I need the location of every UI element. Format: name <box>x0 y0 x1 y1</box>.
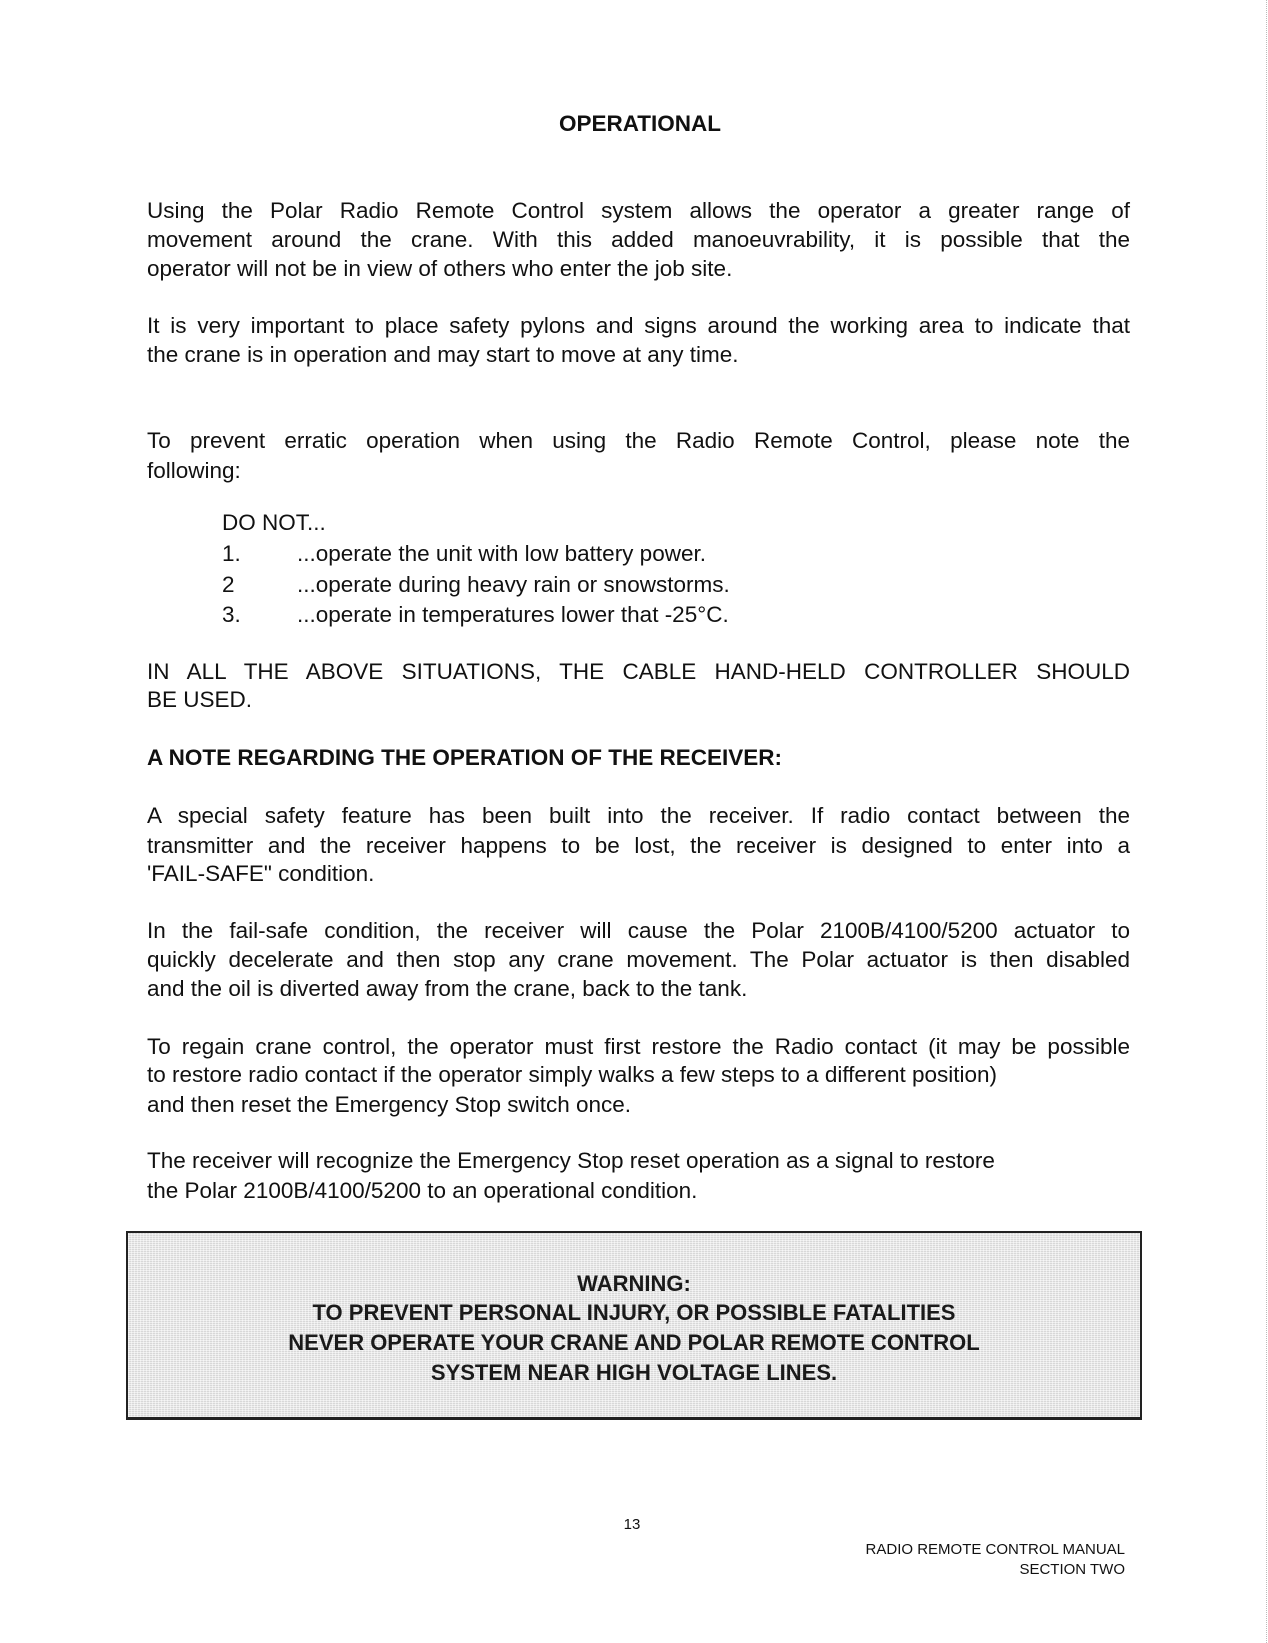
list-number: 1. <box>222 541 241 566</box>
warning-box <box>126 1231 1142 1420</box>
paragraph-line: 'FAIL-SAFE" condition. <box>147 861 375 886</box>
caps-notice-line: BE USED. <box>147 687 253 712</box>
paragraph-line: The receiver will recognize the Emergency Stop reset operation as a signal to restore <box>147 1148 995 1173</box>
paragraph-line: the crane is in operation and may start to move at any time. <box>147 342 739 367</box>
paragraph-line: quickly decelerate and then stop any crane movement. The Polar actuator is then disabled <box>147 947 1130 972</box>
warning-title: WARNING: <box>577 1271 691 1296</box>
section-heading: A NOTE REGARDING THE OPERATION OF THE RECEIVER: <box>147 745 783 770</box>
paragraph-line: and then reset the Emergency Stop switch once. <box>147 1092 632 1117</box>
list-item: ...operate the unit with low battery power. <box>297 541 706 566</box>
page-title: OPERATIONAL <box>558 111 722 136</box>
paragraph-line: In the fail-safe condition, the receiver will cause the Polar 2100B/4100/5200 actuator to <box>147 918 1130 943</box>
page-number: 13 <box>623 1516 641 1533</box>
warning-line: TO PREVENT PERSONAL INJURY, OR POSSIBLE FATALITIES <box>312 1300 956 1325</box>
list-number: 2 <box>222 572 235 597</box>
paragraph-line: the Polar 2100B/4100/5200 to an operational condition. <box>147 1178 698 1203</box>
warning-line: SYSTEM NEAR HIGH VOLTAGE LINES. <box>430 1360 838 1385</box>
paragraph-line: movement around the crane. With this added manoeuvrability, it is possible that the <box>147 227 1130 252</box>
warning-line: NEVER OPERATE YOUR CRANE AND POLAR REMOTE CONTROL <box>288 1330 980 1355</box>
paragraph-line: following: <box>147 458 241 483</box>
paragraph-line: To prevent erratic operation when using the Radio Remote Control, please note the <box>147 428 1130 453</box>
paragraph-line: to restore radio contact if the operator simply walks a few steps to a different position) <box>147 1062 998 1087</box>
paragraph-line: To regain crane control, the operator must first restore the Radio contact (it may be possible <box>147 1034 1130 1059</box>
caps-notice-line: IN ALL THE ABOVE SITUATIONS, THE CABLE HAND-HELD CONTROLLER SHOULD <box>147 659 1130 684</box>
paragraph-line: A special safety feature has been built into the receiver. If radio contact between the <box>147 803 1130 828</box>
list-number: 3. <box>222 602 241 627</box>
do-not-label: DO NOT... <box>222 510 326 535</box>
footer-section: SECTION TWO <box>1019 1561 1125 1578</box>
paragraph-line: Using the Polar Radio Remote Control system allows the operator a greater range of <box>147 198 1130 223</box>
footer-manual-title: RADIO REMOTE CONTROL MANUAL <box>865 1541 1125 1558</box>
paragraph-line: and the oil is diverted away from the crane, back to the tank. <box>147 976 748 1001</box>
list-item: ...operate in temperatures lower that -25°C. <box>297 602 729 627</box>
list-item: ...operate during heavy rain or snowstorms. <box>297 572 730 597</box>
paragraph-line: It is very important to place safety pylons and signs around the working area to indicate that <box>147 313 1130 338</box>
paragraph-line: transmitter and the receiver happens to be lost, the receiver is designed to enter into a <box>147 833 1130 858</box>
paragraph-line: operator will not be in view of others who enter the job site. <box>147 256 733 281</box>
